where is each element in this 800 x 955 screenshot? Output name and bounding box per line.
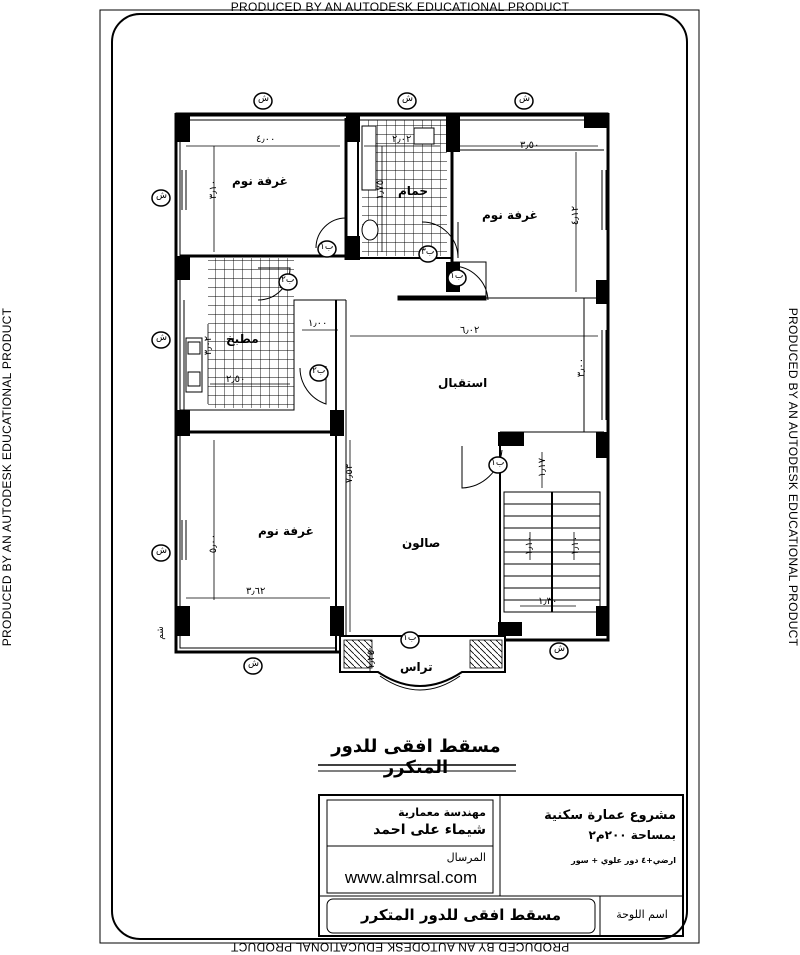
room-bathroom: حمام xyxy=(398,184,428,198)
watermark-left: PRODUCED BY AN AUTODESK EDUCATIONAL PRODUCT xyxy=(0,307,14,647)
project-area: بمساحة ٢٠٠م٢ xyxy=(588,828,676,842)
sender-label: المرسال xyxy=(446,851,486,864)
drawing-title: مسقط افقى للدور المتكرر xyxy=(331,736,501,778)
axis-label: ش xyxy=(156,546,167,556)
dimension-label: ١٫٧٥ xyxy=(375,179,387,200)
dimension-label: ٤٫١٢ xyxy=(570,205,582,226)
dimension-label: ٣٫٠٢ xyxy=(203,335,215,356)
dimension-label: ٣٫٦٢ xyxy=(246,586,266,597)
axis-label: ش xyxy=(554,644,565,654)
door-label: ب٢ xyxy=(312,366,326,376)
staircase xyxy=(504,492,600,612)
dimension-label: ١٫٣٠ xyxy=(538,596,558,607)
watermark-top: PRODUCED BY AN AUTODESK EDUCATIONAL PRODUCT xyxy=(230,0,570,14)
window-label: شم xyxy=(155,626,166,640)
dimension-label: ٦٫٠٢ xyxy=(460,325,480,336)
dimension-label: ١٫٢٥ xyxy=(366,649,378,670)
designer-name: شيماء على احمد xyxy=(373,822,486,838)
door-label: ب١ xyxy=(403,633,417,643)
watermark-right: PRODUCED BY AN AUTODESK EDUCATIONAL PRODUCT xyxy=(786,307,800,647)
axis-label: ش xyxy=(156,191,167,201)
axis-label: ش xyxy=(519,94,530,104)
dimension-label: ١٫٠٠ xyxy=(308,318,328,329)
sheet-title: مسقط افقى للدور المتكرر xyxy=(360,906,562,924)
watermark-bottom: PRODUCED BY AN AUTODESK EDUCATIONAL PRODUCT xyxy=(230,940,570,954)
room-salon: صالون xyxy=(402,536,441,550)
project-floors: ارضي+٤ دور علوي + سور xyxy=(571,856,676,865)
axis-label: ش xyxy=(258,94,269,104)
room-reception: استقبال xyxy=(438,376,488,390)
room-bedroom-top-right: غرفة نوم xyxy=(482,208,538,222)
dimension-label: ٢٫٥٠ xyxy=(226,374,246,385)
door-label: ب١ xyxy=(450,271,464,281)
room-bedroom-bottom-left: غرفة نوم xyxy=(258,524,314,538)
designer-role: مهندسة معمارية xyxy=(398,806,486,819)
dimension-label: ٣٫٠٠ xyxy=(576,357,588,378)
room-terrace: تراس xyxy=(400,660,433,674)
website-link[interactable]: www.almrsal.com xyxy=(344,868,478,887)
room-kitchen: مطبخ xyxy=(226,332,259,346)
dimension-label: ٥٫٠٠ xyxy=(208,533,220,554)
axis-label: ش xyxy=(402,94,413,104)
door-label: ب٣ xyxy=(421,247,435,257)
axis-label: ش xyxy=(156,333,167,343)
dimension-label: ٢٫٠٢ xyxy=(392,134,412,145)
dimension-label: ١٫١٠ xyxy=(570,535,582,556)
door-label: ب١ xyxy=(320,242,334,252)
door-label: ب٢ xyxy=(281,275,295,285)
dimension-label: ٣٫٥٠ xyxy=(520,140,540,151)
room-bedroom-top-left: غرفة نوم xyxy=(232,174,288,188)
project-title: مشروع عمارة سكنية xyxy=(544,808,676,823)
door-label: ب١ xyxy=(491,458,505,468)
sheet-name-label: اسم اللوحة xyxy=(616,908,668,921)
dimension-label: ٧٫٥٣ xyxy=(344,463,356,484)
dimension-label: ٣٫١٠ xyxy=(208,179,220,200)
dimension-label: ١٫١٠ xyxy=(524,535,536,556)
dimension-label: ١٫١٧ xyxy=(537,457,549,478)
dimension-label: ٤٫٠٠ xyxy=(256,134,276,145)
axis-label: ش xyxy=(248,659,259,669)
